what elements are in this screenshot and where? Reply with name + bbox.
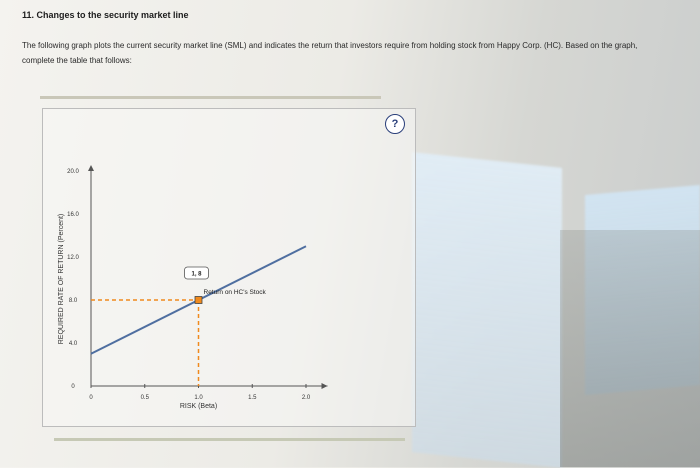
x-axis-title: RISK (Beta) <box>179 403 218 410</box>
y-tick-label: 16.0 <box>67 212 79 218</box>
y-axis-arrow <box>88 165 94 171</box>
question-mark-icon[interactable]: ? <box>385 114 405 134</box>
question-intro: The following graph plots the current security market line (SML) and indicates the return that investors require from holding stock from Happy Corp. (HC). Based on the graph, complete the table that follows: <box>22 41 638 65</box>
point-tag-text: 1, 8 <box>191 271 202 278</box>
guide-lines <box>91 300 199 386</box>
window-glare <box>412 152 562 468</box>
divider <box>40 96 381 99</box>
divider <box>54 438 405 441</box>
y-axis-title: REQUIRED RATE OF RETURN (Percent) <box>58 213 65 345</box>
y-tick-label: 0 <box>71 384 75 390</box>
graph-panel <box>42 108 416 427</box>
labels-layer <box>58 169 311 410</box>
background-shade <box>560 230 700 467</box>
x-tick-label: 1.0 <box>194 395 203 401</box>
x-tick-label: 0 <box>89 395 93 401</box>
x-tick-label: 2.0 <box>301 395 311 401</box>
hc-stock-point <box>195 297 202 304</box>
point-label: Return on HC's Stock <box>203 289 266 296</box>
y-tick-label: 4.0 <box>68 341 78 347</box>
x-tick-label: 1.5 <box>248 395 257 401</box>
y-tick-label: 20.0 <box>67 169 79 175</box>
y-tick-label: 8.0 <box>68 298 78 304</box>
x-axis-arrow <box>322 383 328 389</box>
sml-chart <box>43 109 415 426</box>
question-title: 11. Changes to the security market line <box>22 10 189 20</box>
y-tick-label: 12.0 <box>67 255 79 261</box>
x-tick-label: 0.5 <box>140 395 149 401</box>
